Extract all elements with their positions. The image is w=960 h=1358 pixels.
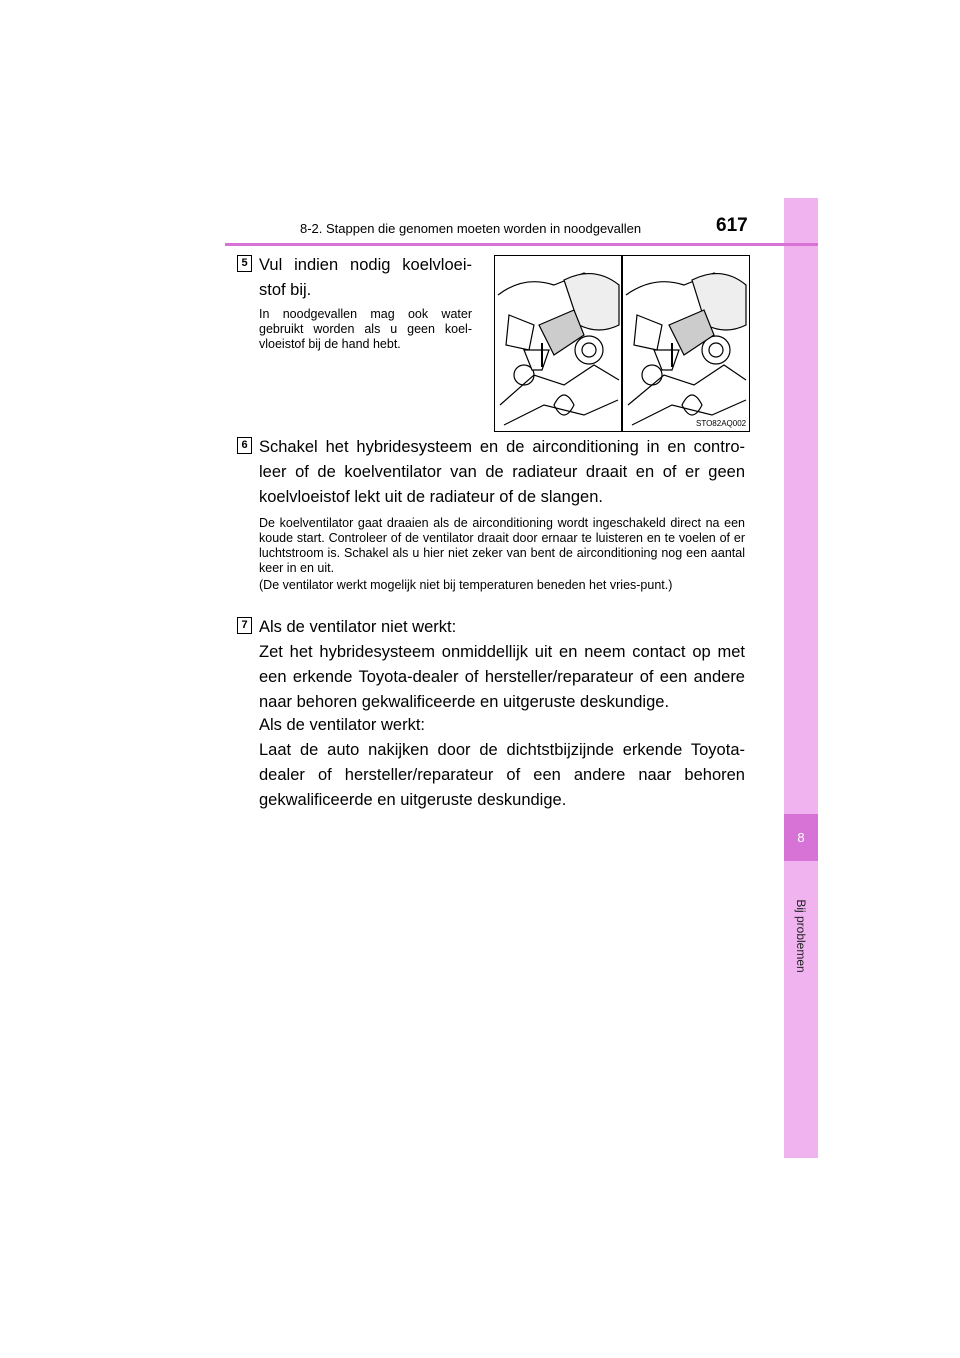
step-7-badge: 7: [237, 617, 252, 634]
illustration-code: STO82AQ002: [696, 419, 747, 428]
step-7-case-2-text: Laat de auto nakijken door de dichtstbijzijnde erkende Toyota-dealer of hersteller/reparateur of een andere naar behoren gekwalificeerde en uitgeruste deskundige.: [259, 741, 745, 809]
step-5-line-1: Vul indien nodig koelvloei-: [259, 256, 472, 274]
step-7-case-1-text: Zet het hybridesysteem onmiddellijk uit en neem contact op met een erkende Toyota-dealer of hersteller/reparateur of een andere naar behoren gekwalificeerde en uitgeruste deskundige.: [259, 643, 745, 711]
chapter-number: 8: [784, 814, 818, 861]
coolant-refill-illustration: [494, 255, 750, 432]
step-5-badge: 5: [237, 255, 252, 272]
chapter-title: Bij problemen: [794, 899, 808, 973]
step-5-line-2: stof bij.: [259, 281, 312, 299]
step-6-note: De koelventilator gaat draaien als de airconditioning wordt ingeschakeld direct na een koude start. Controleer of de ventilator draait door ernaar te luisteren en te voelen of er luchtstroom is. Schakel als u hier niet zeker van bent de airconditioning nog een aantal keer in en uit.: [259, 516, 745, 575]
step-5-note: In noodgevallen mag ook water gebruikt worden als u geen koel-vloeistof bij de hand hebt.: [259, 307, 472, 351]
step-7-case-1-title: Als de ventilator niet werkt:: [259, 618, 457, 636]
section-title: 8-2. Stappen die genomen moeten worden in noodgevallen: [300, 221, 642, 236]
step-6-badge: 6: [237, 437, 252, 454]
step-7-case-2-title: Als de ventilator werkt:: [259, 716, 425, 734]
page-number: 617: [716, 215, 748, 236]
header-rule: [225, 243, 818, 246]
chapter-side-tab: [784, 198, 818, 1158]
step-6-note-2: (De ventilator werkt mogelijk niet bij temperaturen beneden het vries-punt.): [259, 578, 673, 592]
step-6-text: Schakel het hybridesysteem en de airconditioning in en contro-leer of de koelventilator van de radiateur draait en of er geen koelvloeistof lekt uit de radiateur of de slangen.: [259, 438, 745, 506]
step-5-text: [259, 253, 472, 303]
